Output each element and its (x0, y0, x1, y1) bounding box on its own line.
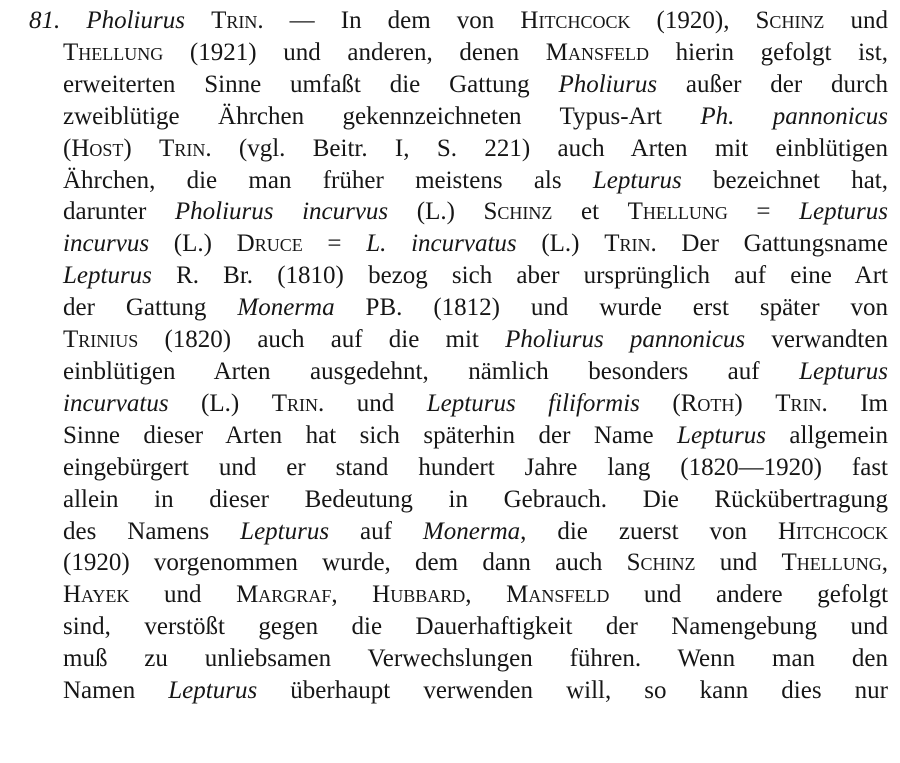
taxon-name: Lepturus (799, 198, 889, 226)
author-name: Thellung (627, 198, 728, 226)
text-span: allgemein (765, 421, 888, 449)
text-span: erweiterten Sinne umfaßt die Gattung (63, 70, 559, 98)
taxon-name: Pholiurus (558, 70, 658, 98)
text-line (29, 5, 888, 37)
text-span: , (465, 581, 507, 609)
text-span: auf (329, 517, 423, 545)
author-name: Host (71, 134, 124, 162)
text-span: Ährchen, die man früher meistens als (63, 166, 593, 194)
taxon-name: incurvus (63, 230, 150, 258)
taxon-name: Pholiurus pannonicus (505, 326, 746, 354)
entry-number: 81. (29, 7, 61, 34)
author-name: Hitchcock (520, 7, 631, 34)
text-span: zweiblütige Ährchen gekennzeichneten Typus-Art (63, 102, 701, 130)
text-line (63, 452, 888, 484)
text-span: sind, verstößt gegen die Dauerhaftigkeit der Namengebung und (63, 613, 888, 641)
text-span: und andere gefolgt (609, 581, 889, 609)
author-name: Margraf (236, 581, 332, 609)
text-line (63, 547, 888, 579)
text-span: (1820) auch auf die mit (138, 326, 506, 354)
text-span: und (695, 549, 782, 577)
taxon-name: Lepturus (677, 421, 766, 449)
text-span: und (129, 581, 237, 609)
text-line (63, 133, 888, 165)
text-span: R. Br. (1810) bezog sich aber ursprünglich auf eine Art (151, 262, 888, 290)
author-name: Roth (680, 389, 735, 417)
author-name: Thellung (63, 38, 164, 66)
taxon-name: Ph. pannonicus (700, 102, 889, 130)
text-span: bezeichnet hat, (681, 166, 888, 194)
text-line (63, 675, 888, 707)
text-span: hierin gefolgt ist, (649, 38, 888, 66)
text-span: Namen (63, 677, 169, 705)
author-name: Mansfeld (506, 581, 610, 609)
text-span: Im (827, 389, 889, 417)
text-line (63, 37, 888, 69)
text-span: (L.) (516, 230, 605, 258)
taxon-name: Lepturus filiformis (426, 389, 640, 417)
text-span: ( (63, 134, 72, 162)
text-span: (1920), (630, 7, 756, 34)
text-span: ( (639, 389, 681, 417)
text-span: darunter (63, 198, 175, 226)
text-span: (1920) vorgenommen wurde, dem dann auch (63, 549, 627, 577)
author-name: Trin. (604, 230, 657, 258)
taxon-name: Lepturus (240, 517, 330, 545)
text-span: verwandten (745, 326, 888, 354)
author-name: Thellung (781, 549, 882, 577)
taxon-name: Pholiurus incurvus (174, 198, 389, 226)
text-span: Sinne dieser Arten hat sich späterhin der Name (63, 421, 678, 449)
text-line (63, 611, 888, 643)
text-span: (L.) (168, 389, 272, 417)
text-line (63, 196, 888, 228)
taxon-name: incurvatus (63, 389, 169, 417)
text-line (63, 101, 888, 133)
text-span: und (824, 7, 889, 34)
text-span: — In dem von (263, 7, 521, 34)
text-line (63, 228, 888, 260)
text-line (63, 420, 888, 452)
text-line (63, 388, 888, 420)
text-span: und (324, 389, 427, 417)
text-span: muß zu unliebsamen Verwechslungen führen. Wenn man den (63, 645, 888, 673)
author-name: Trin. (159, 134, 212, 162)
text-span: der Gattung (63, 294, 238, 322)
text-span: = (727, 198, 800, 226)
author-name: Trin. (271, 389, 325, 417)
text-line (63, 484, 888, 516)
author-name: Schinz (483, 198, 553, 226)
taxon-name: L. incurvatus (366, 230, 517, 258)
author-name: Mansfeld (545, 38, 650, 66)
text-span: , (881, 549, 888, 577)
text-span: des Namens (63, 517, 241, 545)
text-span: (L.) (149, 230, 237, 258)
text-span: , die zuerst von (520, 517, 778, 545)
text-span (185, 7, 211, 34)
author-name: Schinz (755, 7, 825, 34)
taxon-name: Lepturus (592, 166, 682, 194)
text-line (63, 356, 888, 388)
text-line (63, 69, 888, 101)
taxon-name: Monerma (422, 517, 521, 545)
author-name: Trinius (63, 326, 139, 354)
text-line (63, 579, 888, 611)
text-line (63, 260, 888, 292)
text-span: überhaupt verwenden will, so kann dies nur (257, 677, 888, 705)
text-span: , (331, 581, 373, 609)
text-span: et (552, 198, 628, 226)
entry-paragraph (29, 5, 889, 707)
author-name: Hitchcock (777, 517, 889, 545)
text-line (63, 292, 888, 324)
text-span: allein in dieser Bedeutung in Gebrauch. Die Rückübertragung (63, 485, 888, 513)
text-span: ) (123, 134, 160, 162)
text-line (63, 516, 888, 548)
taxon-name: Lepturus (63, 262, 152, 290)
text-line (63, 324, 888, 356)
text-span: Der Gattungsname (656, 230, 888, 258)
author-name: Schinz (626, 549, 696, 577)
text-span: (vgl. Beitr. I, S. 221) auch Arten mit einblütigen (211, 134, 888, 162)
taxon-name: Monerma (237, 294, 335, 322)
text-span: einblütigen Arten ausgedehnt, nämlich besonders auf (63, 357, 800, 385)
taxon-name: Pholiurus (86, 7, 185, 34)
author-name: Hayek (63, 581, 130, 609)
author-name: Trin. (775, 389, 828, 417)
text-span: = (302, 230, 367, 258)
text-span: (L.) (388, 198, 484, 226)
text-span: PB. (1812) und wurde erst später von (334, 294, 888, 322)
taxon-name: Lepturus (799, 357, 888, 385)
taxon-name: Lepturus (168, 677, 258, 705)
text-span: eingebürgert und er stand hundert Jahre lang (1820—1920) fast (63, 453, 888, 481)
text-span: außer der durch (657, 70, 888, 98)
author-name: Druce (236, 230, 303, 258)
author-name: Hubbard (372, 581, 466, 609)
author-name: Trin. (211, 7, 264, 34)
text-span: (1921) und anderen, denen (163, 38, 546, 66)
text-span: ) (734, 389, 776, 417)
text-line (63, 643, 888, 675)
text-line (63, 165, 888, 197)
